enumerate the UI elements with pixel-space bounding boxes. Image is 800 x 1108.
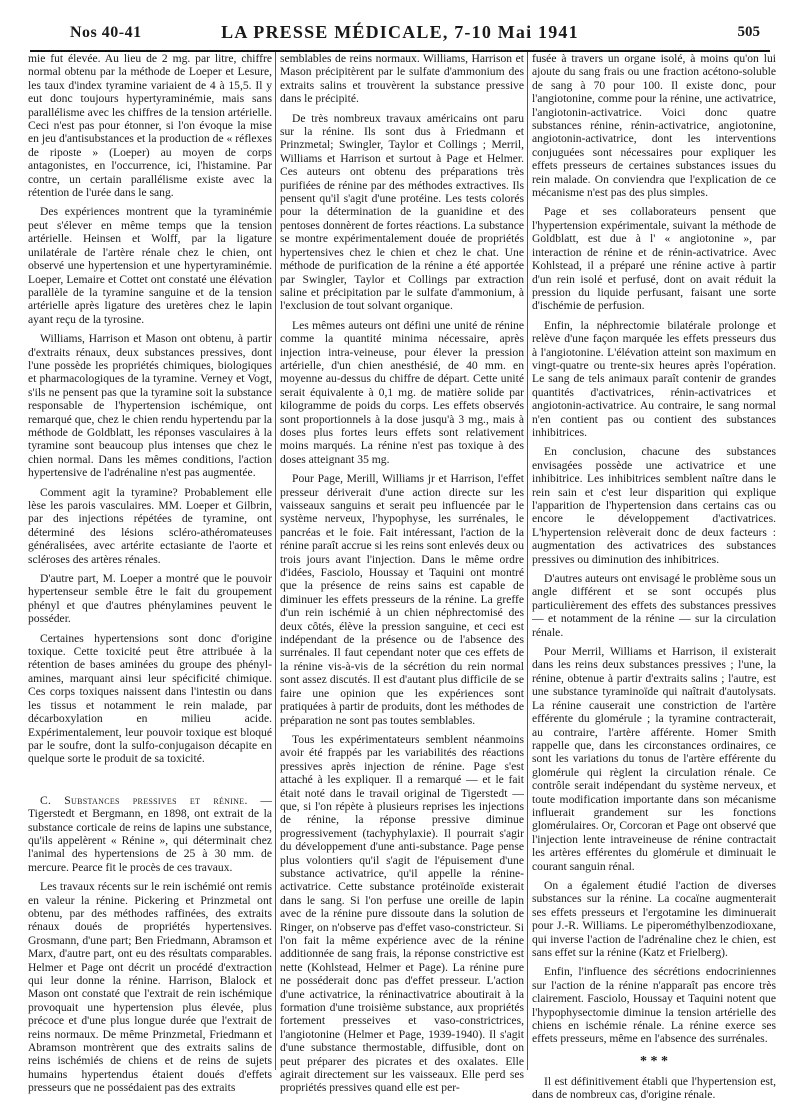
paragraph: D'autre part, M. Loeper a montré que le pouvoir hypertenseur semble être le fait du groupement phényl et que d'autres phénylamines peuvent le posséder. — [28, 572, 272, 626]
section-c-paragraph — [28, 794, 272, 874]
column-2 — [280, 52, 524, 1101]
paragraph: Enfin, l'influence des sécrétions endocriniennes sur l'action de la rénine n'apparaît pas encore très clairement. Fasciolo, Houssay et Taquini notent que l'hypophysectomie diminue la tension artérielle des chiens en ischémie rénale. La rénine exerce ses effets presseurs, même en l'absence des surrénales. — [532, 965, 776, 1046]
paragraph: mie fut élevée. Au lieu de 2 mg. par litre, chiffre normal obtenu par la méthode de Loeper et Lesure, les taux d'index tyramine variaient de 4 à 15,5. Il y eut donc toujours hypertyraminémie, mais sans parallélisme avec les chiffres de la tension artérielle. Ceci n'est pas pour étonner, si l'on évoque la mise en jeu d'antisubstances et la production de « réflexes de riposte » (Loeper) au moyen de corps antagonistes, en l'occurrence, ici, l'histamine. Par contre, un certain parallélisme existe avec la rétention de l'urée dans le sang. — [28, 52, 272, 200]
section-heading: C. Substances pressives et rénine. — [40, 793, 248, 807]
section-c-text: — Tigerstedt et Bergmann, en 1898, ont extrait de la substance corticale de reins de lapins une substance, qu'ils appelèrent « Rénine », qui déterminait chez l'animal des hypertensions de 25 à 30 mm. de mercure. Pearce fit le procès de ces travaux. — [28, 793, 272, 874]
paragraph: Comment agit la tyramine? Probablement elle lèse les parois vasculaires. MM. Loeper et Gilbrin, par des injections répétées de tyramine, ont déterminé des lésions scléro-athéromateuses généralisées, avec artérite ectasiante de l'aorte et scléroses des artères rénales. — [28, 485, 272, 566]
column-1 — [28, 52, 272, 1101]
paragraph: Des expériences montrent que la tyraminémie peut s'élever en même temps que la tension artérielle. Heinsen et Wolff, par la ligature unilatérale de l'artère rénale chez le chien, ont observé une hypertension et une hypertyraminémie. Loeper, Lemaire et Cottet ont constaté une élévation parallèle de la tyramine sanguine et de la tension artérielle après ligature des uretères chez le lapin ayant reçu de la tyrosine. — [28, 205, 272, 326]
paragraph: Il est définitivement établi que l'hypertension est, dans de nombreux cas, d'origine rénale. — [532, 1074, 776, 1102]
paragraph: fusée à travers un organe isolé, à moins qu'on lui ajoute du sang frais ou une fraction acétono-soluble de sang à 70 pour 100. Il existe donc, pour l'angiotonine, comme pour la rénine, une activatrice, l'angiotonin-activatrice. Voici donc quatre substances rénine, rénin-activatrice, angiotonine, angiotonin-activatrice, dont les interventions conjuguées sont nécessaires pour expliquer les effets presseurs de certaines substances issues du rein malade. On conviendra que l'explication de ce mécanisme n'est pas des plus simples. — [532, 52, 776, 200]
paragraph: D'autres auteurs ont envisagé le problème sous un angle différent et se sont occupés plus particulièrement des effets des substances pressives — et notamment de la rénine — sur la circulation rénale. — [532, 572, 776, 639]
journal-title: LA PRESSE MÉDICALE, 7-10 Mai 1941 — [221, 22, 579, 42]
paragraph: Tous les expérimentateurs semblent néanmoins avoir été frappés par les variabilités des réactions pressives après injection de rénine. Page s'est attaché à les expliquer. Il a remarqué — et le fait était noté dans le travail original de Tigerstedt — que, si l'on répète à plusieurs reprises les injections de rénine, la réponse pressive diminue progressivement (tachyphylaxie). Il pourrait s'agir du développement d'une anti-substance. Page pense plus volontiers qu'il s'agit de l'épuisement d'une substance activatrice, qu'il appelle la rénine-activatrice. Cette substance protéinoïde existerait dans le sang. Si l'on perfuse une oreille de lapin avec de la rénine pure dissoute dans la solution de Ringer, on n'observe pas d'effet vaso-constricteur. Si l'on fait la même expérience avec de la rénine additionnée de sang frais, la réponse constrictive est nette (Kohlstead, Helmer et Page). La rénine pure ne posséderait donc pas d'effet presseur. L'action d'une activatrice, la réninactivatrice aboutirait à la formation d'une troisième substance, aux propriétés fortement presseives et vaso-constrictrices, l'angiotonine (Helmer et Page, 1939-1940). Il s'agit d'une substance thermostable, diffusible, dont on peut préparer des picrates et des oxalates. Elle agirait directement sur les vaisseaux. Elle perd ses propriétés pressives quand elle est per- — [280, 732, 524, 1095]
paragraph: Les mêmes auteurs ont défini une unité de rénine comme la quantité minima nécessaire, après injection intra-veineuse, pour élever la pression artérielle, d'un chien anesthésié, de 40 mm. en moyenne au-dessus du chiffre de départ. Cette unité serait équivalente à 0,1 mg. de matière solide par kilogramme de poids du corps. Les effets observés sont proportionnels à la dose jusqu'à 3 mg., mais à doses plus fortes leurs effets sont relativement moins marqués. La rénine n'est pas toxique à des doses atteignant 35 mg. — [280, 318, 524, 466]
paragraph: Les travaux récents sur le rein ischémié ont remis en valeur la rénine. Pickering et Prinzmetal ont obtenu, par des méthodes raffinées, des extraits rénaux doués de propriétés hypertensives. Grosmann, d'une part; Ben Friedmann, Abramson et Marx, d'autre part, ont eu des résultats comparables. Helmer et Page ont décrit un procédé d'extraction qui leur donne la rénine. Harrison, Blalock et Mason ont constaté que l'extrait de rein ischémique provoquait une hypertension plus élevée, plus précoce et d'une plus longue durée que l'extrait de reins normaux. De même Prinzmetal, Friedmann et Abramson montrèrent que des extraits salins de reins ischémiés de chiens et de reins de sujets humains hypertendus étaient doués d'effets presseurs que ne possédaient pas des extraits — [28, 880, 272, 1095]
paragraph: Williams, Harrison et Mason ont obtenu, à partir d'extraits rénaux, deux substances pressives, dont l'une possède les propriétés chimiques, biologiques et pharmacologiques de la tyramine. Verney et Vogt, s'ils ne pensent pas que la tyramine soit la substance responsable de l'hypertension ischémique, ont remarqué que, chez le chien rendu hypertendu par la méthode de Goldblatt, les réponses vasculaires à la tyramine sont beaucoup plus intenses que chez le chien normal. Dans les mêmes conditions, l'action hypertensive de l'adrénaline n'est pas augmentée. — [28, 332, 272, 480]
paragraph: Enfin, la néphrectomie bilatérale prolonge et relève d'une façon marquée les effets presseurs dus à l'angiotonine. L'élévation atteint son maximum en vingt-quatre ou trente-six heures après l'opération. Le sang de tels animaux paraît contenir de grandes quantités d'activatrices, rénin-activatrices et angiotonin-activatrice. Au contraire, le sang normal n'en contient pas ou contient des substances inhibitrices. — [532, 318, 776, 439]
section-separator-stars: * * * — [640, 1053, 668, 1069]
paragraph: semblables de reins normaux. Williams, Harrison et Mason précipitèrent par le sulfate d'ammonium des extraits salins et trouvèrent la substance pressive dans le précipité. — [280, 52, 524, 106]
issue-number: Nos 40-41 — [70, 24, 142, 41]
page-header — [30, 20, 770, 46]
paragraph: De très nombreux travaux américains ont paru sur la rénine. Ils sont dus à Friedmann et Prinzmetal; Swingler, Taylor et Collings ; Merril, Williams et Harrison et surtout à Page et Helmer. Ces auteurs ont obtenu des préparations très purifiées de rénine par des méthodes extractives. Ils pensent qu'il s'agit d'une protéine. Les tests colorés pour la détermination de la guanidine et des pentoses donnèrent de fortes réactions. La substance se montre expérimentalement douée de propriétés hypertensives chez le chien et chez le chat. Une méthode de purification de la rénine a été apportée par Swingler, Taylor et Collings par extraction saline et précipitation par le sulfate d'ammonium, à l'exclusion de tout solvant organique. — [280, 111, 524, 313]
section-gap — [28, 772, 272, 794]
paragraph: Page et ses collaborateurs pensent que l'hypertension expérimentale, suivant la méthode de Goldblatt, est due à l' « angiotonine », par interaction de rénine et de rénin-activatrice. Avec Kohlstead, il a préparé une rénine active à partir d'un rein isolé et perfusé, dont on avait réduit la pression du liquide perfusant, faisant une sorte d'ischémie de perfusion. — [532, 205, 776, 313]
paragraph: Certaines hypertensions sont donc d'origine toxique. Cette toxicité peut être attribuée à la rétention de bases aminées du groupe des phényl-amines, marquant ainsi leur spécificité chimique. Ces corps toxiques naissent dans l'intestin ou dans les tissus et notamment le rein malade, par décarboxylation en milieu acide. Expérimentalement, leur pouvoir toxique est bloqué par le soufre, dont la sulfo-conjugaison décapite en quelque sorte le produit de sa toxicité. — [28, 631, 272, 766]
column-divider-2 — [527, 52, 528, 1070]
paragraph: Pour Page, Merill, Williams jr et Harrison, l'effet presseur dériverait d'une action directe sur les vaisseaux sanguins et serait peu influencée par le système nerveux, l'hypophyse, les surrénales, le pancréas et le foie. Fait intéressant, l'action de la rénine paraît accrue si les reins sont enlevés deux ou trois jours avant l'injection. Dans le même ordre d'idées, Fasciolo, Houssay et Taquini ont montré que la présence de reins sains est capable de diminuer les effets presseurs de la rénine. La greffe d'un rein ischémié à un chien néphrectomisé des deux côtés, élève la pression sanguine, et ceci est indépendant de la présence ou de l'absence des surrénales. Il faut cependant noter que ces effets de la rénine vis-à-vis de la sécrétion du rein normal sont assez discutés. Il est d'autant plus difficile de se faire une opinion que les expériences sont pratiquées à partir de produits, dont les méthodes de préparation ne sont pas toutes semblables. — [280, 472, 524, 727]
column-3 — [532, 52, 776, 1108]
column-divider-1 — [275, 52, 276, 1070]
paragraph: On a également étudié l'action de diverses substances sur la rénine. La cocaïne augmenterait ses effets presseurs et l'ergotamine les diminuerait pour J.-R. Williams. Le piperométhylbenzodioxane, qui inverse l'action de l'adrénaline chez le chien, est sans effet sur la rénine (Katz et Frielberg). — [532, 878, 776, 959]
paragraph: En conclusion, chacune des substances envisagées possède une activatrice et une inhibitrice. Les inhibitrices semblent naître dans le rein sain et c'est leur disparition qui explique l'apparition de l'hypertension dans certains cas ou encore le développement d'activatrices. L'hypertension relèverait donc de deux facteurs : augmentation des activatrices des substances pressives ou diminution des inhibitrices. — [532, 445, 776, 566]
paragraph: Pour Merril, Williams et Harrison, il existerait dans les reins deux substances pressives ; l'une, la rénine, obtenue à partir d'extraits salins ; l'autre, est une substance tyraminoïde qui naîtrait d'autolysats. La rénine causerait une constriction de l'artère efférente du glomérule ; la tyramine contracterait, au contraire, l'artère afférente. Homer Smith rappelle que, dans les circonstances ordinaires, ce sont les variations du tonus de l'artère efférente du glomérule qui règlent la circulation rénale. Ce contrôle serait indépendant du système nerveux, et toute modification importante dans son mécanisme influerait grandement sur les fonctions glomérulaires. Or, Corcoran et Page ont observé que l'injection lente intraveineuse de rénine contractait les artères efférentes du glomérule et diminuait le courant sanguin rénal. — [532, 645, 776, 873]
page-number: 505 — [737, 24, 760, 40]
